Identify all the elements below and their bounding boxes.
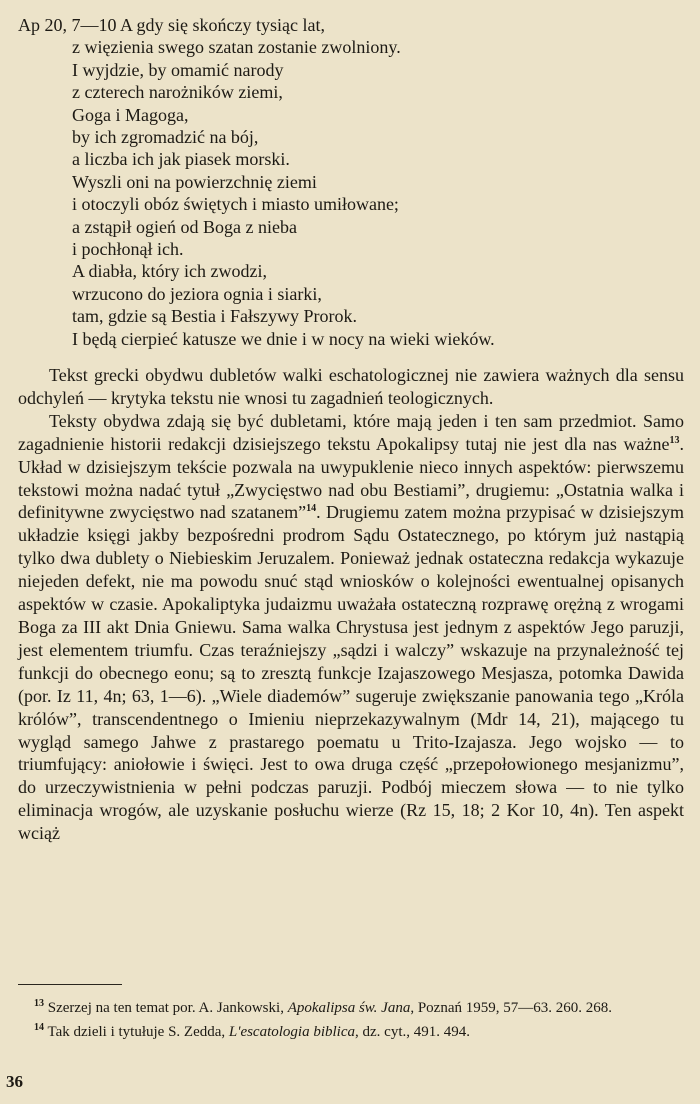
footnotes — [18, 994, 684, 1042]
footnote-number: 14 — [34, 1022, 44, 1033]
quote-line: a zstąpił ogień od Boga z nieba — [72, 216, 297, 237]
body-text — [18, 364, 684, 845]
paragraph: Tekst grecki obydwu dubletów walki eschatologicznej nie zawiera ważnych dla sensu odchyleń — krytyka tekstu nie wnosi tu zagadnień teologicznych. — [18, 365, 684, 408]
quote-line: i otoczyli obóz świętych i miasto umiłowane; — [72, 194, 399, 215]
quote-line: z czterech narożników ziemi, — [72, 82, 283, 103]
quote-line: tam, gdzie są Bestia i Fałszywy Prorok. — [72, 306, 357, 327]
quote-line: I będą cierpieć katusze we dnie i w nocy na wieki wieków. — [72, 328, 495, 349]
quote-line: by ich zgromadzić na bój, — [72, 127, 259, 148]
quote-line: Wyszli oni na powierzchnię ziemi — [72, 171, 317, 192]
footnote-text: Szerzej na ten temat por. A. Jankowski, — [47, 1000, 288, 1016]
quote-line: I wyjdzie, by omamić narody — [72, 59, 284, 80]
quote-line: Ap 20, 7—10 A gdy się skończy tysiąc lat, — [18, 15, 325, 35]
footnote — [18, 1018, 684, 1042]
footnote-ref[interactable]: 14 — [306, 503, 317, 515]
footnote — [18, 994, 684, 1018]
paragraph-text: . Drugiemu zatem można przypisać w dzisiejszym układzie księgi jakby bezpośredni prodrom Sądu Ostatecznego, po którym już nastąpią tylko dwa dublety o Niebieskim Jeruzalem. Ponieważ jednak ostateczna redakcja wykazuje niejeden defekt, nie ma powodu snuć stąd wniosków o kolejności ewentualnej opisanych aspektów w czasie. Apokaliptyka judaizmu uważała ostateczną rozprawę orężną z wrogami Boga za III akt Dnia Gniewu. Sama walka Chrystusa jest jednym z aspektów Jego paruzji, jest elementem triumfu. Czas teraźniejszy „sądzi i walczy” wskazuje na przynależność tej funkcji do obecnego eonu; są to zresztą funkcje Izajaszowego Mesjasza, potomka Dawida (por. Iz 11, 4n; 63, 1—6). „Wiele diademów” sugeruje zwiększanie panowania tego „Króla królów”, transcendentnego o Imieniu nieprzekazywalnym (Mdr 14, 21), mającego tu wygląd samego Jahwe z prastarego poematu u Trito-Izajasza. Jego wojsko — to triumfujący: aniołowie i święci. Jest to owa druga część „przepołowionego mesjanizmu”, do urzeczywistnienia w pełni podczas paruzji. Podbój mieczem słowa — to nie tylko eliminacja wrogów, ale uzyskanie posłuchu wierze (Rz 15, 18; 2 Kor 10, 4n). Ten aspekt wciąż — [18, 502, 685, 844]
quote-line: i pochłonął ich. — [72, 239, 184, 260]
quote-line: Goga i Magoga, — [72, 104, 189, 125]
footnote-title: L'escatologia biblica — [228, 1024, 356, 1040]
scripture-quote — [18, 14, 688, 350]
footnote-text: Tak dzieli i tytułuje S. Zedda, — [47, 1024, 229, 1040]
footnote-ref[interactable]: 13 — [669, 434, 680, 446]
paragraph-text: Teksty obydwa zdają się być dubletami, które mają jeden i ten sam przedmiot. Samo zagadnienie historii redakcji dzisiejszego tekstu Apokalipsy tutaj nie jest dla nas ważne — [18, 410, 684, 454]
paragraph — [18, 410, 684, 845]
footnote-title: Apokalipsa św. Jana — [287, 1000, 411, 1016]
quote-line: A diabła, który ich zwodzi, — [72, 261, 267, 282]
paragraph-text: . Układ w dzisiejszym tekście pozwala na uwypuklenie nieco innych aspektów: pierwszemu tekstowi można nadać tytuł „Zwycięstwo nad obu Bestiami”, drugiemu: „Ostatnia walka i definitywne zwycięstwo nad szatanem” — [18, 433, 684, 523]
footnote-number: 13 — [34, 998, 44, 1009]
page-number: 36 — [6, 1072, 23, 1091]
quote-line: z więzienia swego szatan zostanie zwolniony. — [72, 37, 401, 58]
quote-line: a liczba ich jak piasek morski. — [72, 149, 290, 170]
footnote-text: , Poznań 1959, 57—63. 260. 268. — [410, 1000, 613, 1016]
footnote-text: , dz. cyt., 491. 494. — [355, 1024, 470, 1040]
footnote-divider — [18, 984, 122, 985]
quote-line: wrzucono do jeziora ognia i siarki, — [72, 283, 322, 304]
